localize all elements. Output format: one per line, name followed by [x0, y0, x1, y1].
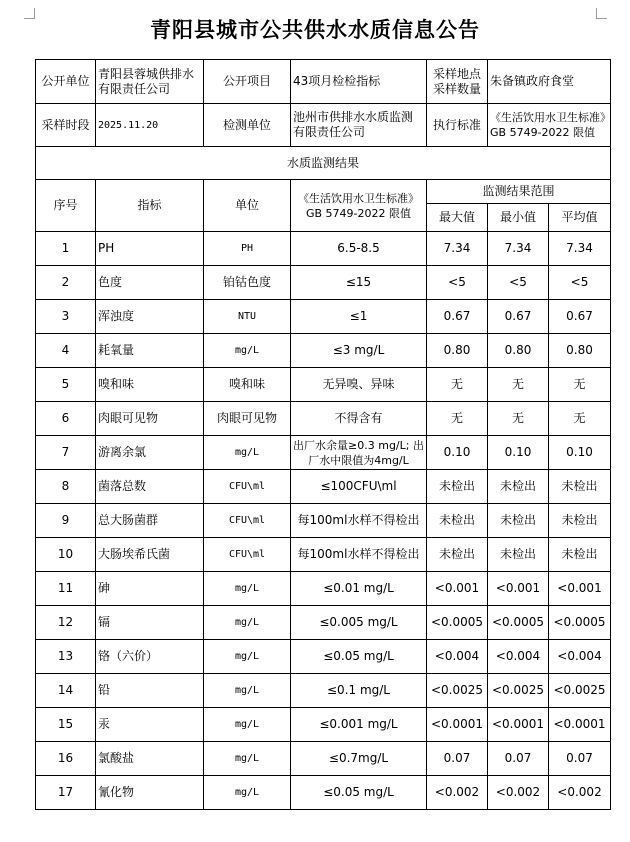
sample-time-label: 采样时段 — [36, 104, 96, 147]
cell-max: 0.67 — [427, 300, 488, 334]
cell-indicator: 铅 — [96, 674, 204, 708]
cell-unit: 嗅和味 — [204, 368, 291, 402]
cell-limit: ≤0.001 mg/L — [291, 708, 427, 742]
cell-max: 未检出 — [427, 504, 488, 538]
cell-limit: ≤100CFU\ml — [291, 470, 427, 504]
table-row — [36, 300, 611, 334]
cell-min: <5 — [488, 266, 549, 300]
cell-max: <0.0025 — [427, 674, 488, 708]
table-row — [36, 538, 611, 572]
cell-max: 未检出 — [427, 538, 488, 572]
header-unit: 单位 — [204, 180, 291, 232]
cell-unit: mg/L — [204, 742, 291, 776]
header-no: 序号 — [36, 180, 96, 232]
cell-no: 1 — [36, 232, 96, 266]
cell-no: 13 — [36, 640, 96, 674]
table-row — [36, 504, 611, 538]
cell-limit: 每100ml水样不得检出 — [291, 538, 427, 572]
header-range: 监测结果范围 — [427, 180, 611, 204]
cell-avg: 无 — [549, 368, 611, 402]
cell-max: 无 — [427, 402, 488, 436]
water-quality-table — [35, 59, 611, 810]
cell-no: 2 — [36, 266, 96, 300]
cell-max: <0.001 — [427, 572, 488, 606]
cell-avg: <0.002 — [549, 776, 611, 810]
cell-indicator: 氯酸盐 — [96, 742, 204, 776]
cell-unit: 铂钴色度 — [204, 266, 291, 300]
cell-avg: 7.34 — [549, 232, 611, 266]
cell-indicator: 大肠埃希氏菌 — [96, 538, 204, 572]
cell-avg: <0.0001 — [549, 708, 611, 742]
cell-no: 9 — [36, 504, 96, 538]
cell-min: 7.34 — [488, 232, 549, 266]
cell-avg: 未检出 — [549, 470, 611, 504]
cell-no: 7 — [36, 436, 96, 470]
cell-avg: 无 — [549, 402, 611, 436]
cell-min: 0.67 — [488, 300, 549, 334]
cell-no: 14 — [36, 674, 96, 708]
cell-avg: <0.001 — [549, 572, 611, 606]
cell-min: <0.0001 — [488, 708, 549, 742]
cell-limit: ≤0.01 mg/L — [291, 572, 427, 606]
table-row — [36, 266, 611, 300]
cell-unit: mg/L — [204, 776, 291, 810]
table-row — [36, 232, 611, 266]
cell-unit: mg/L — [204, 674, 291, 708]
cell-limit: 无异嗅、异味 — [291, 368, 427, 402]
cell-min: 0.07 — [488, 742, 549, 776]
table-row — [36, 742, 611, 776]
cell-unit: PH — [204, 232, 291, 266]
cell-avg: <0.0005 — [549, 606, 611, 640]
cell-unit: CFU\ml — [204, 504, 291, 538]
publish-item-value: 43项月检检指标 — [291, 60, 427, 104]
cell-indicator: 耗氧量 — [96, 334, 204, 368]
cell-unit: mg/L — [204, 708, 291, 742]
cell-no: 12 — [36, 606, 96, 640]
table-row — [36, 436, 611, 470]
cell-indicator: PH — [96, 232, 204, 266]
cell-no: 11 — [36, 572, 96, 606]
publish-unit-label: 公开单位 — [36, 60, 96, 104]
cell-min: <0.002 — [488, 776, 549, 810]
header-avg: 平均值 — [549, 204, 611, 232]
header-limit: 《生活饮用水卫生标准》GB 5749-2022 限值 — [291, 180, 427, 232]
sample-time-value: 2025.11.20 — [96, 104, 204, 147]
header-max: 最大值 — [427, 204, 488, 232]
cell-avg: 未检出 — [549, 504, 611, 538]
cell-indicator: 菌落总数 — [96, 470, 204, 504]
cell-unit: mg/L — [204, 334, 291, 368]
cell-max: <0.002 — [427, 776, 488, 810]
cell-min: 0.10 — [488, 436, 549, 470]
cell-limit: ≤0.05 mg/L — [291, 776, 427, 810]
info-row-2 — [36, 104, 611, 147]
cell-max: <0.0001 — [427, 708, 488, 742]
cell-indicator: 嗅和味 — [96, 368, 204, 402]
cell-avg: 未检出 — [549, 538, 611, 572]
cell-unit: CFU\ml — [204, 470, 291, 504]
cell-avg: <0.004 — [549, 640, 611, 674]
cell-limit: ≤3 mg/L — [291, 334, 427, 368]
cell-min: <0.004 — [488, 640, 549, 674]
table-row — [36, 674, 611, 708]
standard-value: 《生活饮用水卫生标准》GB 5749-2022 限值 — [488, 104, 611, 147]
table-row — [36, 402, 611, 436]
cell-unit: mg/L — [204, 606, 291, 640]
header-row-1 — [36, 180, 611, 204]
cell-limit: ≤0.005 mg/L — [291, 606, 427, 640]
cell-min: 无 — [488, 368, 549, 402]
cell-min: 未检出 — [488, 538, 549, 572]
cell-indicator: 汞 — [96, 708, 204, 742]
cell-no: 5 — [36, 368, 96, 402]
table-row — [36, 368, 611, 402]
cell-avg: 0.67 — [549, 300, 611, 334]
table-row — [36, 776, 611, 810]
table-row — [36, 606, 611, 640]
cell-indicator: 总大肠菌群 — [96, 504, 204, 538]
cell-max: 无 — [427, 368, 488, 402]
cell-no: 17 — [36, 776, 96, 810]
cell-unit: 肉眼可见物 — [204, 402, 291, 436]
cell-min: 未检出 — [488, 504, 549, 538]
cell-avg: <0.0025 — [549, 674, 611, 708]
cell-limit: ≤0.7mg/L — [291, 742, 427, 776]
sample-location-label: 采样地点采样数量 — [427, 60, 488, 104]
table-row — [36, 470, 611, 504]
cell-unit: mg/L — [204, 572, 291, 606]
cell-min: 无 — [488, 402, 549, 436]
test-unit-value: 池州市供排水水质监测有限责任公司 — [291, 104, 427, 147]
header-min: 最小值 — [488, 204, 549, 232]
cell-no: 15 — [36, 708, 96, 742]
cell-no: 3 — [36, 300, 96, 334]
cell-min: <0.0025 — [488, 674, 549, 708]
cell-max: <0.0005 — [427, 606, 488, 640]
standard-label: 执行标准 — [427, 104, 488, 147]
section-title: 水质监测结果 — [36, 147, 611, 180]
page-title: 青阳县城市公共供水水质信息公告 — [150, 18, 480, 42]
cell-indicator: 浑浊度 — [96, 300, 204, 334]
cell-no: 10 — [36, 538, 96, 572]
section-title-row — [36, 147, 611, 180]
cell-no: 8 — [36, 470, 96, 504]
cell-limit: 出厂水余量≥0.3 mg/L; 出厂水中限值为4mg/L — [291, 436, 427, 470]
cell-limit: 每100ml水样不得检出 — [291, 504, 427, 538]
cell-min: <0.001 — [488, 572, 549, 606]
cell-indicator: 游离余氯 — [96, 436, 204, 470]
cell-min: <0.0005 — [488, 606, 549, 640]
cell-limit: 6.5-8.5 — [291, 232, 427, 266]
cell-limit: ≤0.1 mg/L — [291, 674, 427, 708]
table-row — [36, 640, 611, 674]
cell-indicator: 肉眼可见物 — [96, 402, 204, 436]
cell-indicator: 镉 — [96, 606, 204, 640]
info-row-1 — [36, 60, 611, 104]
cell-unit: mg/L — [204, 436, 291, 470]
cell-unit: CFU\ml — [204, 538, 291, 572]
cell-max: 未检出 — [427, 470, 488, 504]
cell-max: 7.34 — [427, 232, 488, 266]
test-unit-label: 检测单位 — [204, 104, 291, 147]
cell-no: 16 — [36, 742, 96, 776]
cell-unit: NTU — [204, 300, 291, 334]
header-indicator: 指标 — [96, 180, 204, 232]
cell-avg: <5 — [549, 266, 611, 300]
cell-indicator: 氰化物 — [96, 776, 204, 810]
cell-no: 4 — [36, 334, 96, 368]
sample-location-value: 朱备镇政府食堂 — [488, 60, 611, 104]
cell-max: 0.10 — [427, 436, 488, 470]
cell-limit: ≤15 — [291, 266, 427, 300]
cell-indicator: 砷 — [96, 572, 204, 606]
table-row — [36, 708, 611, 742]
cell-max: 0.80 — [427, 334, 488, 368]
cell-limit: 不得含有 — [291, 402, 427, 436]
table-row — [36, 334, 611, 368]
publish-unit-value: 青阳县蓉城供排水有限责任公司 — [96, 60, 204, 104]
cell-min: 未检出 — [488, 470, 549, 504]
table-row — [36, 572, 611, 606]
cell-limit: ≤1 — [291, 300, 427, 334]
cell-unit: mg/L — [204, 640, 291, 674]
cell-indicator: 色度 — [96, 266, 204, 300]
cell-no: 6 — [36, 402, 96, 436]
cell-min: 0.80 — [488, 334, 549, 368]
cell-max: <5 — [427, 266, 488, 300]
cell-indicator: 铬（六价） — [96, 640, 204, 674]
publish-item-label: 公开项目 — [204, 60, 291, 104]
cell-avg: 0.10 — [549, 436, 611, 470]
cell-limit: ≤0.05 mg/L — [291, 640, 427, 674]
cell-avg: 0.07 — [549, 742, 611, 776]
cell-max: 0.07 — [427, 742, 488, 776]
cell-avg: 0.80 — [549, 334, 611, 368]
cell-max: <0.004 — [427, 640, 488, 674]
